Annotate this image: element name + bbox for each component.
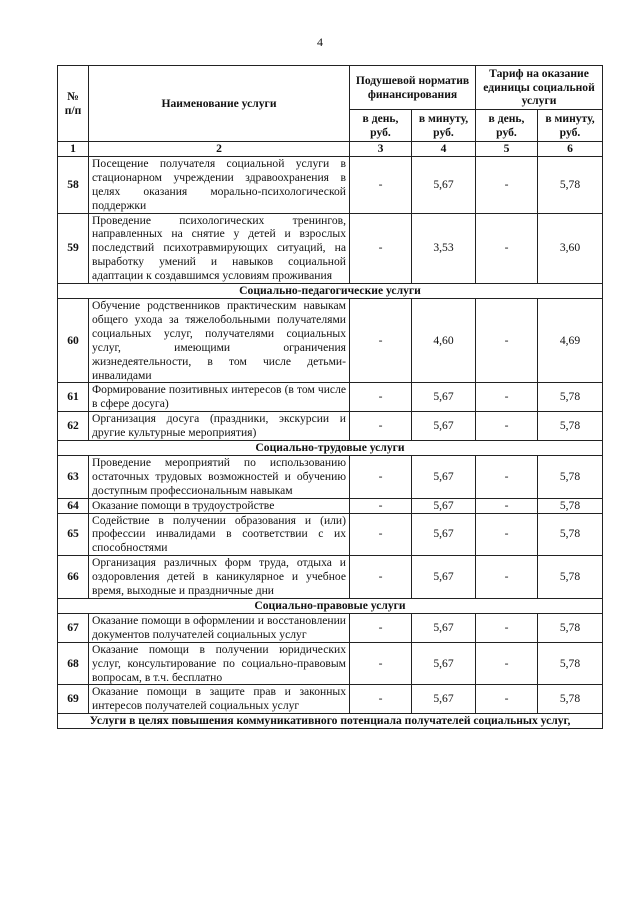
normative-per-day: - — [350, 455, 412, 498]
tariff-per-minute: 5,78 — [538, 455, 603, 498]
column-number: 4 — [412, 142, 476, 157]
normative-per-minute: 5,67 — [412, 685, 476, 714]
service-name: Организация различных форм труда, отдыха и оздоровления детей в каникулярное и учебное время, выходные и праздничные дни — [89, 556, 350, 599]
service-name: Оказание помощи в оформлении и восстановлении документов получателей социальных услуг — [89, 613, 350, 642]
tariff-per-day: - — [476, 383, 538, 412]
row-number: 66 — [58, 556, 89, 599]
column-number: 2 — [89, 142, 350, 157]
tariff-per-day: - — [476, 498, 538, 513]
header-normative: Подушевой норматив финансирования — [350, 66, 476, 110]
normative-per-minute: 5,67 — [412, 412, 476, 441]
normative-per-day: - — [350, 298, 412, 382]
normative-per-day: - — [350, 613, 412, 642]
table-body — [58, 156, 603, 728]
column-number: 6 — [538, 142, 603, 157]
tariff-per-day: - — [476, 156, 538, 213]
row-number: 60 — [58, 298, 89, 382]
row-number: 61 — [58, 383, 89, 412]
section-header-row — [58, 284, 603, 299]
normative-per-minute: 5,67 — [412, 455, 476, 498]
section-title: Услуги в целях повышения коммуникативного потенциала получателей социальных услуг, — [58, 714, 603, 729]
tariff-per-minute: 5,78 — [538, 685, 603, 714]
tariff-per-minute: 5,78 — [538, 498, 603, 513]
tariff-per-minute: 5,78 — [538, 412, 603, 441]
tariff-per-minute: 5,78 — [538, 642, 603, 685]
normative-per-minute: 5,67 — [412, 642, 476, 685]
tariff-per-day: - — [476, 513, 538, 556]
page-number: 4 — [317, 35, 323, 49]
normative-per-day: - — [350, 498, 412, 513]
header-per-minute: в минуту, руб. — [538, 110, 603, 142]
normative-per-day: - — [350, 213, 412, 284]
header-name: Наименование услуги — [89, 66, 350, 142]
tariff-per-day: - — [476, 685, 538, 714]
header-tariff: Тариф на оказание единицы социальной услуги — [476, 66, 603, 110]
tariff-per-minute: 4,69 — [538, 298, 603, 382]
row-number: 64 — [58, 498, 89, 513]
normative-per-minute: 5,67 — [412, 156, 476, 213]
tariff-per-day: - — [476, 412, 538, 441]
section-title: Социально-трудовые услуги — [58, 441, 603, 456]
row-number: 63 — [58, 455, 89, 498]
column-number: 3 — [350, 142, 412, 157]
service-name: Проведение мероприятий по использованию остаточных трудовых возможностей и обучению доступным профессиональным навыкам — [89, 455, 350, 498]
tariff-per-day: - — [476, 455, 538, 498]
header-per-day: в день, руб. — [350, 110, 412, 142]
service-name: Оказание помощи в получении юридических услуг, консультирование по социально-правовым вопросам, в т.ч. бесплатно — [89, 642, 350, 685]
row-number: 69 — [58, 685, 89, 714]
normative-per-day: - — [350, 556, 412, 599]
table-row — [58, 213, 603, 284]
table-row — [58, 298, 603, 382]
tariff-per-minute: 3,60 — [538, 213, 603, 284]
normative-per-minute: 5,67 — [412, 498, 476, 513]
table-row — [58, 613, 603, 642]
tariff-per-day: - — [476, 556, 538, 599]
service-name: Оказание помощи в защите прав и законных интересов получателей социальных услуг — [89, 685, 350, 714]
normative-per-minute: 5,67 — [412, 613, 476, 642]
section-header-row — [58, 441, 603, 456]
header-per-day: в день, руб. — [476, 110, 538, 142]
table-row — [58, 556, 603, 599]
normative-per-minute: 5,67 — [412, 513, 476, 556]
row-number: 67 — [58, 613, 89, 642]
table-row — [58, 412, 603, 441]
row-number: 68 — [58, 642, 89, 685]
service-name: Организация досуга (праздники, экскурсии и другие культурные мероприятия) — [89, 412, 350, 441]
tariff-per-minute: 5,78 — [538, 156, 603, 213]
tariff-per-minute: 5,78 — [538, 513, 603, 556]
normative-per-minute: 3,53 — [412, 213, 476, 284]
tariff-per-minute: 5,78 — [538, 383, 603, 412]
table-row — [58, 455, 603, 498]
service-name: Обучение родственников практическим навыкам общего ухода за тяжелобольными получателями социальных услуг, получателями социальных услуг, имеющими ограничения жизнедеятельности, в том числе детьми-инвалидами — [89, 298, 350, 382]
row-number: 62 — [58, 412, 89, 441]
tariff-per-day: - — [476, 642, 538, 685]
normative-per-minute: 5,67 — [412, 383, 476, 412]
service-name: Формирование позитивных интересов (в том числе в сфере досуга) — [89, 383, 350, 412]
tariff-per-minute: 5,78 — [538, 556, 603, 599]
table-row — [58, 498, 603, 513]
row-number: 65 — [58, 513, 89, 556]
tariff-table — [57, 65, 603, 729]
tariff-per-day: - — [476, 298, 538, 382]
table-row — [58, 156, 603, 213]
normative-per-minute: 5,67 — [412, 556, 476, 599]
normative-per-day: - — [350, 685, 412, 714]
service-name: Оказание помощи в трудоустройстве — [89, 498, 350, 513]
normative-per-day: - — [350, 642, 412, 685]
header-num: № п/п — [58, 66, 89, 142]
section-title: Социально-правовые услуги — [58, 599, 603, 614]
service-name: Посещение получателя социальной услуги в стационарном учреждении здравоохранения в целях оказания морально-психологической поддержки — [89, 156, 350, 213]
header-per-minute: в минуту, руб. — [412, 110, 476, 142]
section-header-row — [58, 714, 603, 729]
service-name: Проведение психологических тренингов, направленных на снятие у детей и взрослых последствий психотравмирующих ситуаций, на выработку умений и навыков социальной адаптации к создавшимся условиям проживания — [89, 213, 350, 284]
tariff-per-day: - — [476, 213, 538, 284]
table-row — [58, 685, 603, 714]
tariff-per-minute: 5,78 — [538, 613, 603, 642]
column-number: 1 — [58, 142, 89, 157]
section-title: Социально-педагогические услуги — [58, 284, 603, 299]
normative-per-day: - — [350, 156, 412, 213]
row-number: 58 — [58, 156, 89, 213]
table-row — [58, 642, 603, 685]
normative-per-day: - — [350, 412, 412, 441]
table-row — [58, 513, 603, 556]
row-number: 59 — [58, 213, 89, 284]
normative-per-day: - — [350, 383, 412, 412]
normative-per-minute: 4,60 — [412, 298, 476, 382]
normative-per-day: - — [350, 513, 412, 556]
service-name: Содействие в получении образования и (или) профессии инвалидами в соответствии с их способностями — [89, 513, 350, 556]
tariff-per-day: - — [476, 613, 538, 642]
table-row — [58, 383, 603, 412]
section-header-row — [58, 599, 603, 614]
column-number: 5 — [476, 142, 538, 157]
